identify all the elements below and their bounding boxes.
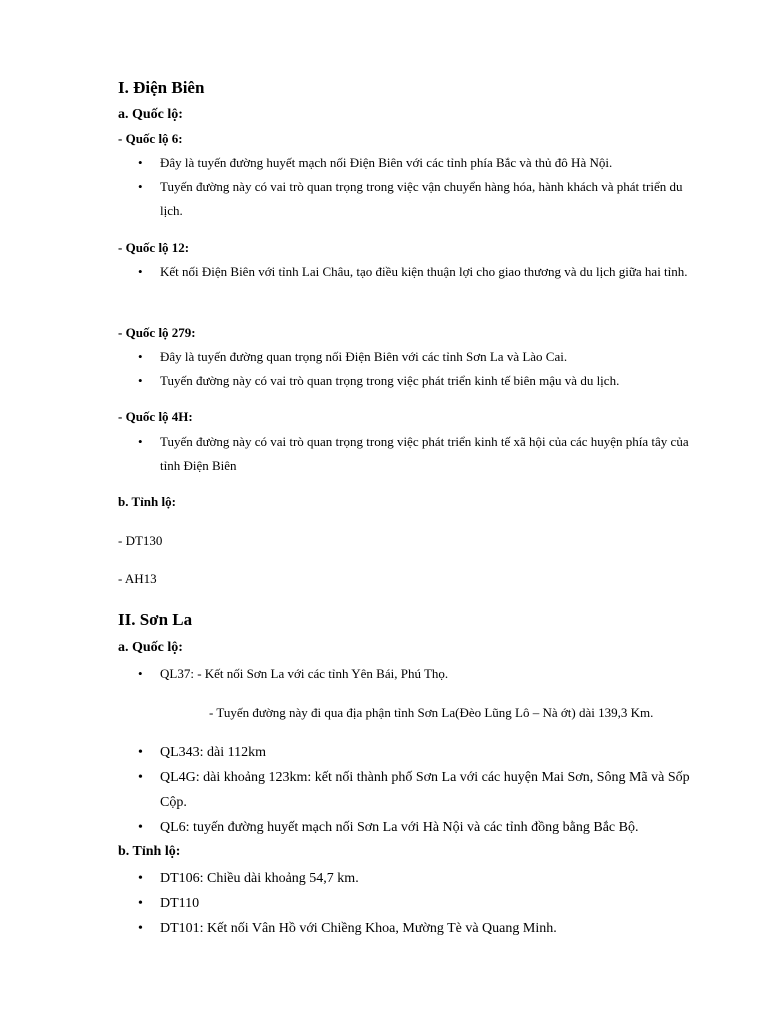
list-item: • Tuyến đường này có vai trò quan trọng trong việc phát triển kinh tế xã hội của các huyện phía tây của tỉnh Điện Biên — [118, 430, 708, 478]
section-title-son-la: II. Sơn La — [118, 610, 193, 629]
road-list-ql4h — [118, 430, 708, 478]
subsection-national-roads-son-la: a. Quốc lộ: — [118, 640, 183, 655]
road-list-son-la-provincial — [118, 866, 708, 941]
road-list-son-la-national — [118, 740, 708, 840]
list-item: • Đây là tuyến đường quan trọng nối Điện Biên với các tỉnh Sơn La và Lào Cai. — [118, 345, 708, 369]
road-list-ql12 — [118, 260, 708, 284]
list-item: • Tuyến đường này có vai trò quan trọng trong việc vận chuyển hàng hóa, hành khách và phát triển du lịch. — [118, 175, 708, 223]
list-item: • QL6: tuyến đường huyết mạch nối Sơn La với Hà Nội và các tỉnh đồng bằng Bắc Bộ. — [118, 815, 708, 840]
list-item: • QL37: - Kết nối Sơn La với các tỉnh Yên Bái, Phú Thọ. — [118, 662, 708, 686]
road-list-ql6 — [118, 151, 708, 223]
road-title-ql4h: - Quốc lộ 4H: — [118, 409, 193, 424]
list-item: • QL343: dài 112km — [118, 740, 708, 765]
road-title-ql6: - Quốc lộ 6: — [118, 131, 183, 146]
subsection-provincial-roads: b. Tỉnh lộ: — [118, 494, 176, 509]
road-note-ql37: - Tuyến đường này đi qua địa phận tỉnh Sơn La(Đèo Lũng Lô – Nà ớt) dài 139,3 Km. — [209, 705, 654, 720]
list-item: • QL4G: dài khoảng 123km: kết nối thành phố Sơn La với các huyện Mai Sơn, Sông Mã và Sốp Cộp. — [118, 765, 708, 815]
road-dt130: - DT130 — [118, 533, 163, 548]
subsection-provincial-roads-son-la: b. Tỉnh lộ: — [118, 844, 181, 859]
list-item: • Đây là tuyến đường huyết mạch nối Điện Biên với các tỉnh phía Bắc và thủ đô Hà Nội. — [118, 151, 708, 175]
list-item: • Tuyến đường này có vai trò quan trọng trong việc phát triển kinh tế biên mậu và du lịch. — [118, 369, 708, 393]
road-title-ql12: - Quốc lộ 12: — [118, 240, 190, 255]
road-ah13: - AH13 — [118, 571, 157, 586]
section-title-dien-bien: I. Điện Biên — [118, 78, 205, 97]
list-item: • DT106: Chiều dài khoảng 54,7 km. — [118, 866, 708, 891]
road-list-ql37 — [118, 662, 708, 686]
road-list-ql279 — [118, 345, 708, 393]
subsection-national-roads: a. Quốc lộ: — [118, 107, 183, 122]
list-item: • DT110 — [118, 891, 708, 916]
list-item: • DT101: Kết nối Vân Hồ với Chiềng Khoa, Mường Tè và Quang Minh. — [118, 916, 708, 941]
list-item: • Kết nối Điện Biên với tỉnh Lai Châu, tạo điều kiện thuận lợi cho giao thương và du lịch giữa hai tỉnh. — [118, 260, 708, 284]
road-title-ql279: - Quốc lộ 279: — [118, 325, 196, 340]
